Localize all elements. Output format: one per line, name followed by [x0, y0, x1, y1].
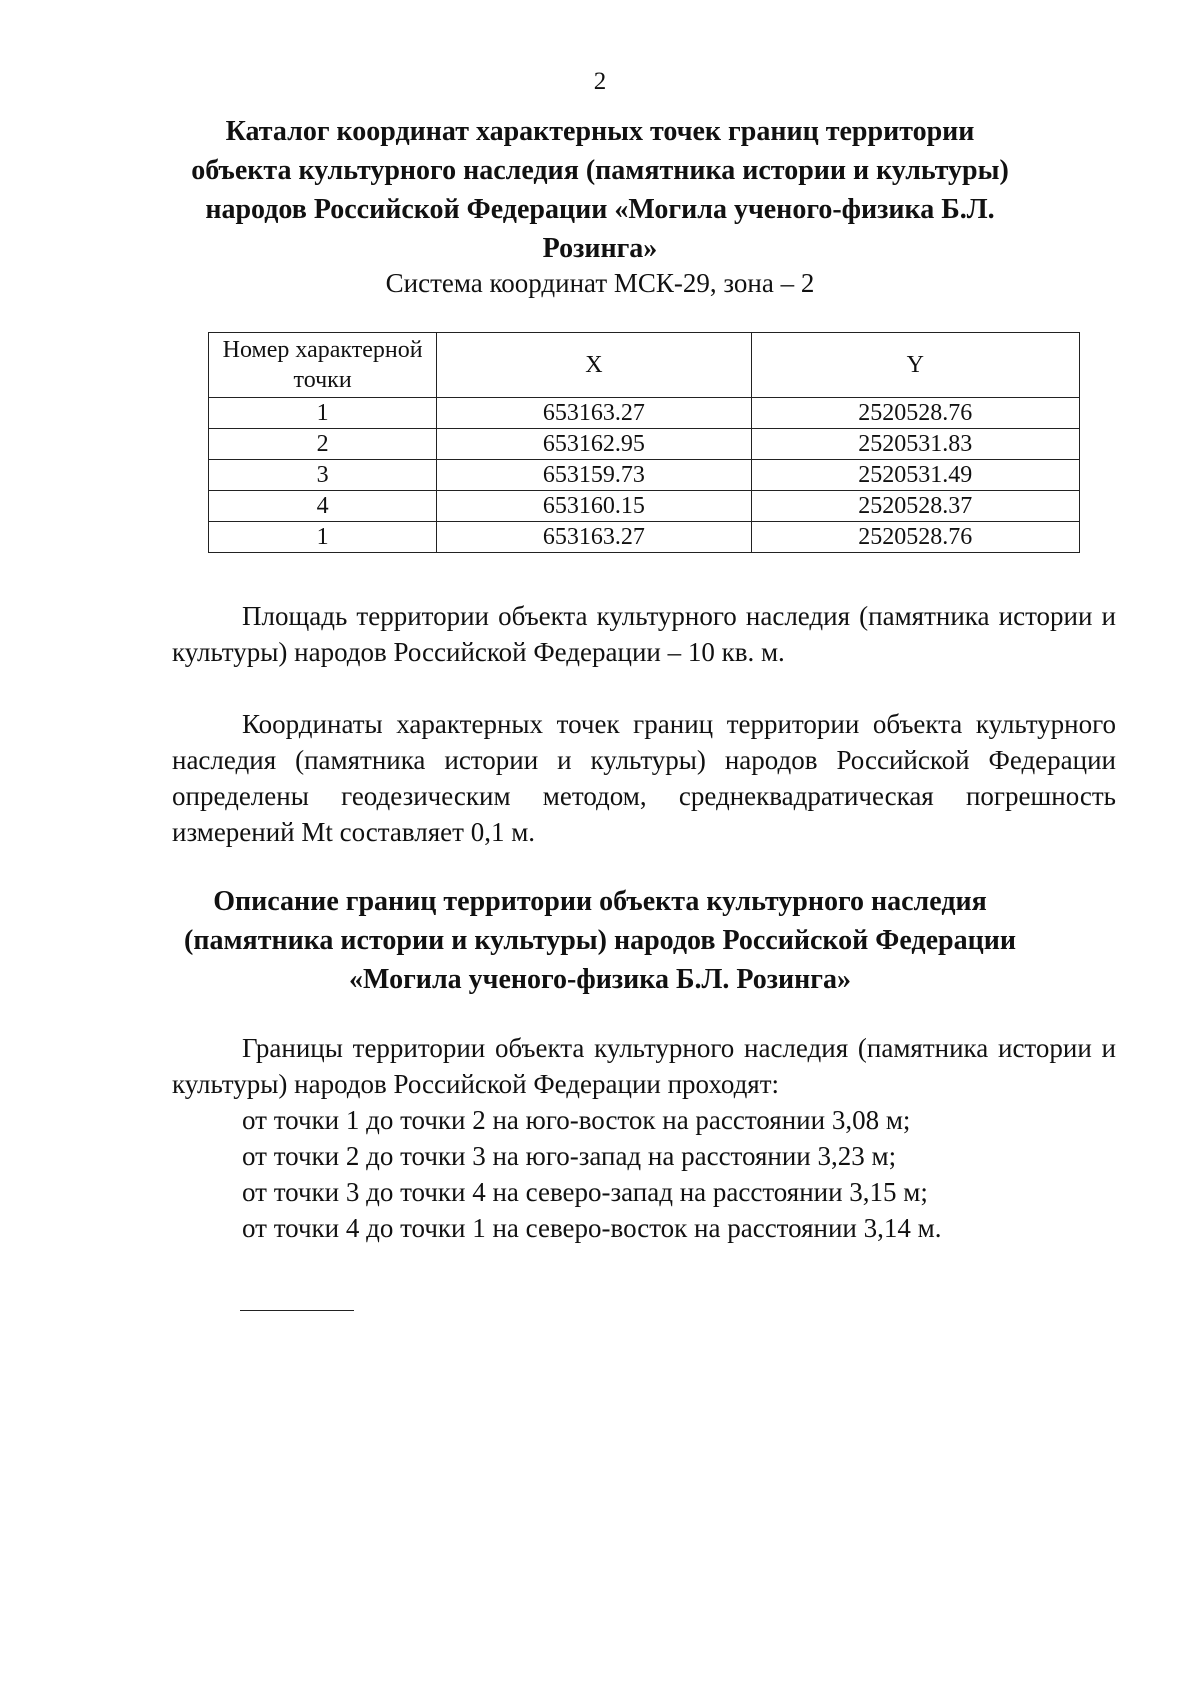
- cell-x: 653160.15: [437, 491, 751, 522]
- cell-point: 1: [209, 522, 437, 553]
- description-title: [150, 882, 1050, 999]
- table-row: [209, 398, 1080, 429]
- catalog-title-line: народов Российской Федерации «Могила ученого-физика Б.Л. Розинга»: [205, 194, 995, 264]
- cell-point: 2: [209, 429, 437, 460]
- table-row: [209, 522, 1080, 553]
- boundary-list: [242, 1102, 1142, 1246]
- catalog-title: [150, 112, 1050, 268]
- list-item: от точки 3 до точки 4 на северо-запад на расстоянии 3,15 м;: [242, 1177, 928, 1207]
- table-row: [209, 460, 1080, 491]
- cell-y: 2520531.83: [751, 429, 1079, 460]
- cell-point: 4: [209, 491, 437, 522]
- cell-y: 2520528.37: [751, 491, 1079, 522]
- coordinate-system-label: Система координат МСК-29, зона – 2: [385, 268, 815, 298]
- table-row: [209, 491, 1080, 522]
- catalog-title-line: объекта культурного наследия (памятника истории и культуры): [191, 155, 1009, 186]
- cell-x: 653163.27: [437, 522, 751, 553]
- header-x: X: [437, 333, 751, 398]
- coordinates-table: [208, 332, 1080, 553]
- cell-x: 653159.73: [437, 460, 751, 491]
- list-item: от точки 4 до точки 1 на северо-восток на расстоянии 3,14 м.: [242, 1213, 942, 1243]
- cell-y: 2520531.49: [751, 460, 1079, 491]
- description-title-line: (памятника истории и культуры) народов Российской Федерации: [184, 925, 1016, 956]
- header-point-number: Номер характерной точки: [209, 333, 437, 398]
- cell-point: 3: [209, 460, 437, 491]
- header-y: Y: [751, 333, 1079, 398]
- cell-x: 653163.27: [437, 398, 751, 429]
- cell-y: 2520528.76: [751, 398, 1079, 429]
- boundaries-intro: Границы территории объекта культурного наследия (памятника истории и культуры) народов Российской Федерации проходят:: [172, 1033, 1116, 1099]
- coordinates-method-paragraph: Координаты характерных точек границ территории объекта культурного наследия (памятника истории и культуры) народов Российской Федерации определены геодезическим методом, среднеквадратическая погрешность измерений Mt составляет 0,1 м.: [172, 709, 1116, 847]
- cell-point: 1: [209, 398, 437, 429]
- cell-y: 2520528.76: [751, 522, 1079, 553]
- page-number: 2: [593, 68, 607, 95]
- list-item: от точки 2 до точки 3 на юго-запад на расстоянии 3,23 м;: [242, 1141, 897, 1171]
- table-header-row: [209, 333, 1080, 398]
- cell-x: 653162.95: [437, 429, 751, 460]
- table-row: [209, 429, 1080, 460]
- area-paragraph: Площадь территории объекта культурного наследия (памятника истории и культуры) народов Российской Федерации – 10 кв. м.: [172, 601, 1116, 667]
- description-title-line: «Могила ученого-физика Б.Л. Розинга»: [349, 964, 851, 995]
- end-divider: [240, 1310, 354, 1311]
- catalog-title-line: Каталог координат характерных точек границ территории: [225, 116, 975, 147]
- description-title-line: Описание границ территории объекта культурного наследия: [213, 886, 987, 917]
- list-item: от точки 1 до точки 2 на юго-восток на расстоянии 3,08 м;: [242, 1105, 911, 1135]
